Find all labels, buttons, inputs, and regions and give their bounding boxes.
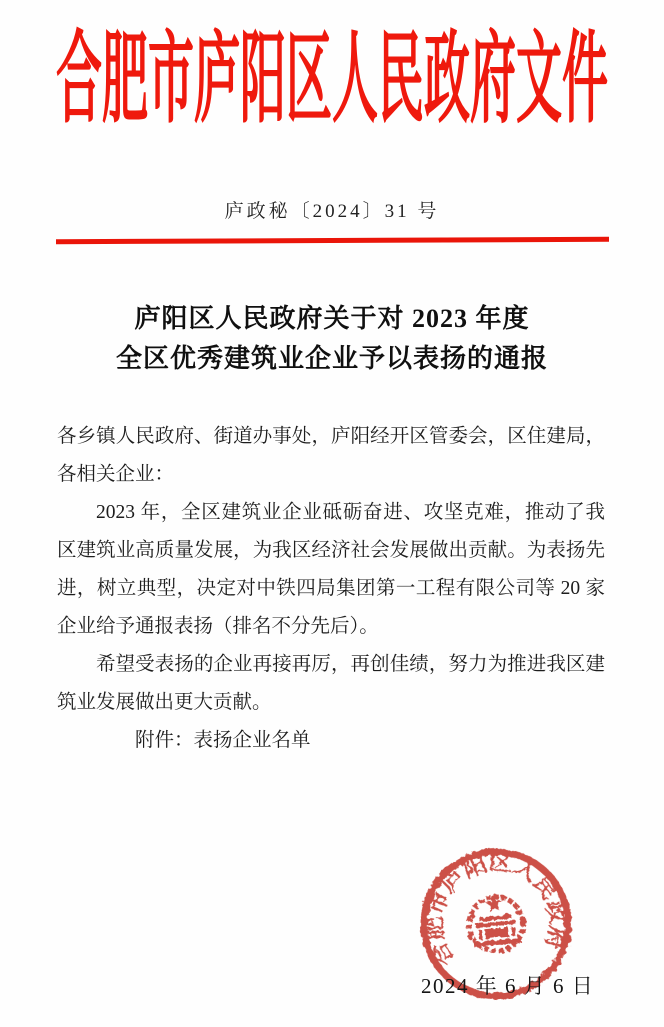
red-divider-line bbox=[56, 237, 609, 244]
document-title bbox=[0, 299, 664, 379]
document-date: 2024 年 6 月 6 日 bbox=[421, 974, 595, 998]
document-letterhead bbox=[0, 24, 664, 135]
salutation: 各乡镇人民政府、街道办事处，庐阳经开区管委会，区住建局，各相关企业： bbox=[57, 426, 605, 485]
paragraph-2: 希望受表扬的企业再接再厉，再创佳绩，努力为推进我区建筑业发展做出更大贡献。 bbox=[57, 654, 605, 713]
document-body bbox=[57, 418, 605, 760]
document-title-line1: 庐阳区人民政府关于对 2023 年度 bbox=[134, 304, 530, 333]
document-title-line2: 全区优秀建筑业企业予以表扬的通报 bbox=[115, 344, 548, 373]
paragraph-1: 2023 年，全区建筑业企业砥砺奋进、攻坚克难，推动了我区建筑业高质量发展，为我区经济社会发展做出贡献。为表扬先进，树立典型，决定对中铁四局集团第一工程有限公司等 20 家企业给予通报表扬（排名不分先后）。 bbox=[57, 502, 605, 637]
document-number: 庐政秘〔2024〕31 号 bbox=[224, 201, 440, 222]
attachment-note: 附件：表扬企业名单 bbox=[135, 730, 311, 751]
seal-emblem bbox=[463, 892, 529, 954]
letterhead-title: 合肥市庐阳区人民政府文件 bbox=[56, 24, 608, 135]
seal-text: 合肥市庐阳区人民政府 bbox=[421, 849, 571, 970]
